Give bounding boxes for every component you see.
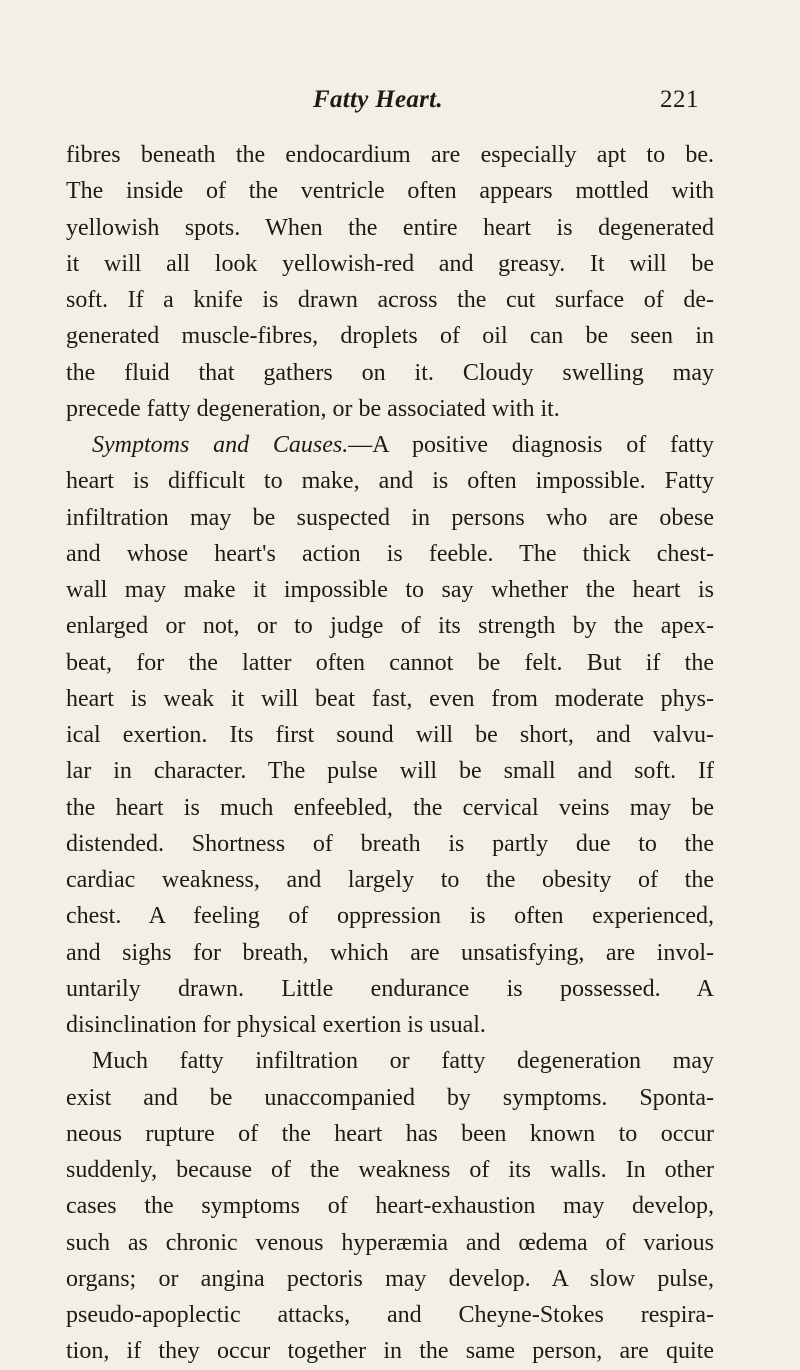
text-line: generated muscle-fibres, droplets of oil can be seen in xyxy=(66,323,714,350)
text-line: cases the symptoms of heart-exhaustion may develop, xyxy=(66,1193,714,1220)
text-line: heart is difficult to make, and is often impossible. Fatty xyxy=(66,468,714,495)
page-number: 221 xyxy=(660,86,699,113)
text-line: distended. Shortness of breath is partly due to the xyxy=(66,830,714,857)
text-line: pseudo-apoplectic attacks, and Cheyne-Stokes respira- xyxy=(66,1302,714,1328)
text-line: The inside of the ventricle often appears mottled with xyxy=(66,178,714,205)
text-line: yellowish spots. When the entire heart is degenerated xyxy=(66,214,714,241)
text-line: soft. If a knife is drawn across the cut surface of de- xyxy=(66,287,714,313)
section-heading-continuation: —A positive diagnosis of fatty xyxy=(348,432,714,458)
text-line: lar in character. The pulse will be small and soft. If xyxy=(66,758,714,785)
text-line: the fluid that gathers on it. Cloudy swelling may xyxy=(66,359,714,386)
text-line: ical exertion. Its first sound will be short, and valvu- xyxy=(66,722,714,748)
text-line: suddenly, because of the weakness of its walls. In other xyxy=(66,1157,714,1183)
text-line: infiltration may be suspected in persons who are obese xyxy=(66,504,714,531)
text-line: it will all look yellowish-red and greasy. It will be xyxy=(66,250,714,277)
text-line: precede fatty degeneration, or be associated with it. xyxy=(66,395,560,422)
text-line: heart is weak it will beat fast, even from moderate phys- xyxy=(66,685,714,712)
text-line: exist and be unaccompanied by symptoms. Sponta- xyxy=(66,1084,714,1111)
running-head xyxy=(0,86,800,126)
body-text xyxy=(66,137,714,1370)
text-line: the heart is much enfeebled, the cervical veins may be xyxy=(66,794,714,821)
text-line: disinclination for physical exertion is usual. xyxy=(66,1012,486,1038)
text-line: and whose heart's action is feeble. The thick chest- xyxy=(66,540,714,567)
text-line: enlarged or not, or to judge of its strength by the apex- xyxy=(66,613,714,640)
text-line: Much fatty infiltration or fatty degeneration may xyxy=(92,1048,714,1075)
text-line: fibres beneath the endocardium are especially apt to be. xyxy=(66,142,714,168)
text-line: neous rupture of the heart has been known to occur xyxy=(66,1120,714,1147)
text-line: such as chronic venous hyperæmia and œdema of various xyxy=(66,1229,714,1256)
text-line: tion, if they occur together in the same person, are quite xyxy=(66,1338,714,1365)
text-line: beat, for the latter often cannot be felt. But if the xyxy=(66,649,714,676)
text-line: organs; or angina pectoris may develop. A slow pulse, xyxy=(66,1265,714,1292)
section-heading: Symptoms and Causes. xyxy=(92,432,349,458)
running-title: Fatty Heart. xyxy=(313,86,443,113)
text-line: wall may make it impossible to say whether the heart is xyxy=(66,577,714,603)
text-line: chest. A feeling of oppression is often experienced, xyxy=(66,903,714,930)
text-line: untarily drawn. Little endurance is possessed. A xyxy=(66,975,714,1002)
text-line: and sighs for breath, which are unsatisfying, are invol- xyxy=(66,939,714,966)
section-heading-line xyxy=(66,427,714,463)
text-line: cardiac weakness, and largely to the obesity of the xyxy=(66,867,714,893)
